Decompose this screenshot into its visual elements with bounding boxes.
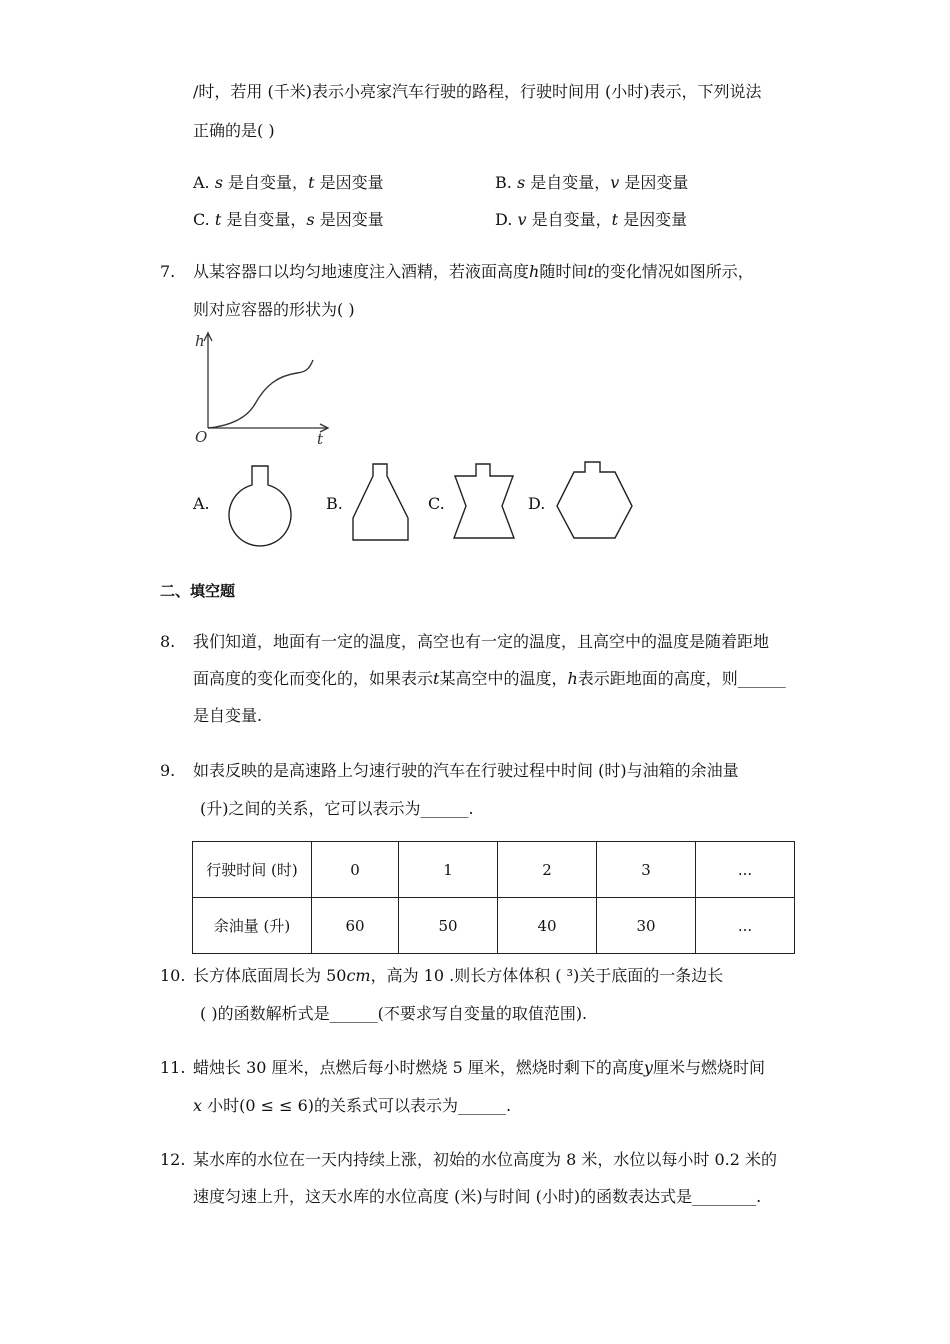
x-axis-label: t <box>317 430 324 448</box>
q9-text-line2: (升)之间的关系，它可以表示为______. <box>200 799 474 818</box>
q12-text-line2: 速度匀速上升，这天水库的水位高度 (米)与时间 (小时)的函数表达式是________. <box>193 1187 762 1206</box>
q6-text-line2: 正确的是( ) <box>193 121 275 140</box>
q6-option-d: D. v 是自变量，t 是因变量 <box>495 210 688 229</box>
table-cell: 50 <box>399 898 498 954</box>
q7-text-line1: 从某容器口以均匀地速度注入酒精，若液面高度h随时间t的变化情况如图所示， <box>193 262 754 281</box>
q7-option-d-label: D. <box>528 494 546 513</box>
table-row-header: 余油量 (升) <box>193 898 312 954</box>
q10-text-line1: 长方体底面周长为 50cm，高为 10 .则长方体体积 ( ³)关于底面的一条边长 <box>193 966 724 985</box>
q10-text-line2: ( )的函数解析式是______(不要求写自变量的取值范围). <box>200 1004 588 1023</box>
q8-text-line3: 是自变量. <box>193 706 263 725</box>
h-t-curve <box>208 360 313 428</box>
q11-number: 11. <box>160 1058 186 1077</box>
container-round-flask <box>228 460 298 548</box>
q6-text-line1: /时，若用 (千米)表示小亮家汽车行驶的路程，行驶时间用 (小时)表示，下列说法 <box>193 82 762 101</box>
table-row <box>193 898 795 954</box>
container-cone-bottle <box>348 460 414 544</box>
table-cell: 60 <box>312 898 399 954</box>
table-cell: 3 <box>597 842 696 898</box>
table-row-header: 行驶时间 (时) <box>193 842 312 898</box>
q8-text-line1: 我们知道，地面有一定的温度，高空也有一定的温度，且高空中的温度是随着距地 <box>193 632 770 651</box>
q6-option-b: B. s 是自变量，v 是因变量 <box>495 173 689 192</box>
table-cell: ... <box>696 842 795 898</box>
q11-text-line2: x 小时(0 ≤ ≤ 6)的关系式可以表示为______. <box>193 1096 512 1115</box>
q7-option-b-label: B. <box>326 494 343 513</box>
q11-text-line1: 蜡烛长 30 厘米，点燃后每小时燃烧 5 厘米，燃烧时剩下的高度y厘米与燃烧时间 <box>193 1058 765 1077</box>
q8-number: 8. <box>160 632 176 651</box>
table-cell: 2 <box>498 842 597 898</box>
q6-option-c: C. t 是自变量，s 是因变量 <box>193 210 384 229</box>
cone-bottle-outline <box>353 464 408 540</box>
q7-height-time-graph <box>185 328 345 450</box>
table-cell: ... <box>696 898 795 954</box>
q9-fuel-table <box>192 841 795 954</box>
q7-option-a-label: A. <box>193 494 210 513</box>
round-flask-outline <box>229 466 291 546</box>
q8-text-line2: 面高度的变化而变化的，如果表示t某高空中的温度，h表示距地面的高度，则______ <box>193 669 786 688</box>
q7-number: 7. <box>160 262 176 281</box>
table-cell: 1 <box>399 842 498 898</box>
hourglass-outline <box>454 464 514 538</box>
table-row <box>193 842 795 898</box>
table-cell: 30 <box>597 898 696 954</box>
q12-text-line1: 某水库的水位在一天内持续上涨，初始的水位高度为 8 米，水位以每小时 0.2 米的 <box>193 1150 777 1169</box>
q9-text-line1: 如表反映的是高速路上匀速行驶的汽车在行驶过程中时间 (时)与油箱的余油量 <box>193 761 739 780</box>
y-axis-label: h <box>195 332 205 350</box>
q9-number: 9. <box>160 761 176 780</box>
q12-number: 12. <box>160 1150 186 1169</box>
q6-option-a: A. s 是自变量，t 是因变量 <box>193 173 384 192</box>
section-title-fill-in: 二、填空题 <box>160 582 236 600</box>
q7-text-line2: 则对应容器的形状为( ) <box>193 300 355 319</box>
origin-label: O <box>195 428 208 446</box>
container-hourglass <box>450 460 518 544</box>
table-cell: 0 <box>312 842 399 898</box>
container-hexagon <box>552 458 636 544</box>
q10-number: 10. <box>160 966 186 985</box>
q7-option-c-label: C. <box>428 494 445 513</box>
hexagon-outline <box>557 462 632 538</box>
table-cell: 40 <box>498 898 597 954</box>
